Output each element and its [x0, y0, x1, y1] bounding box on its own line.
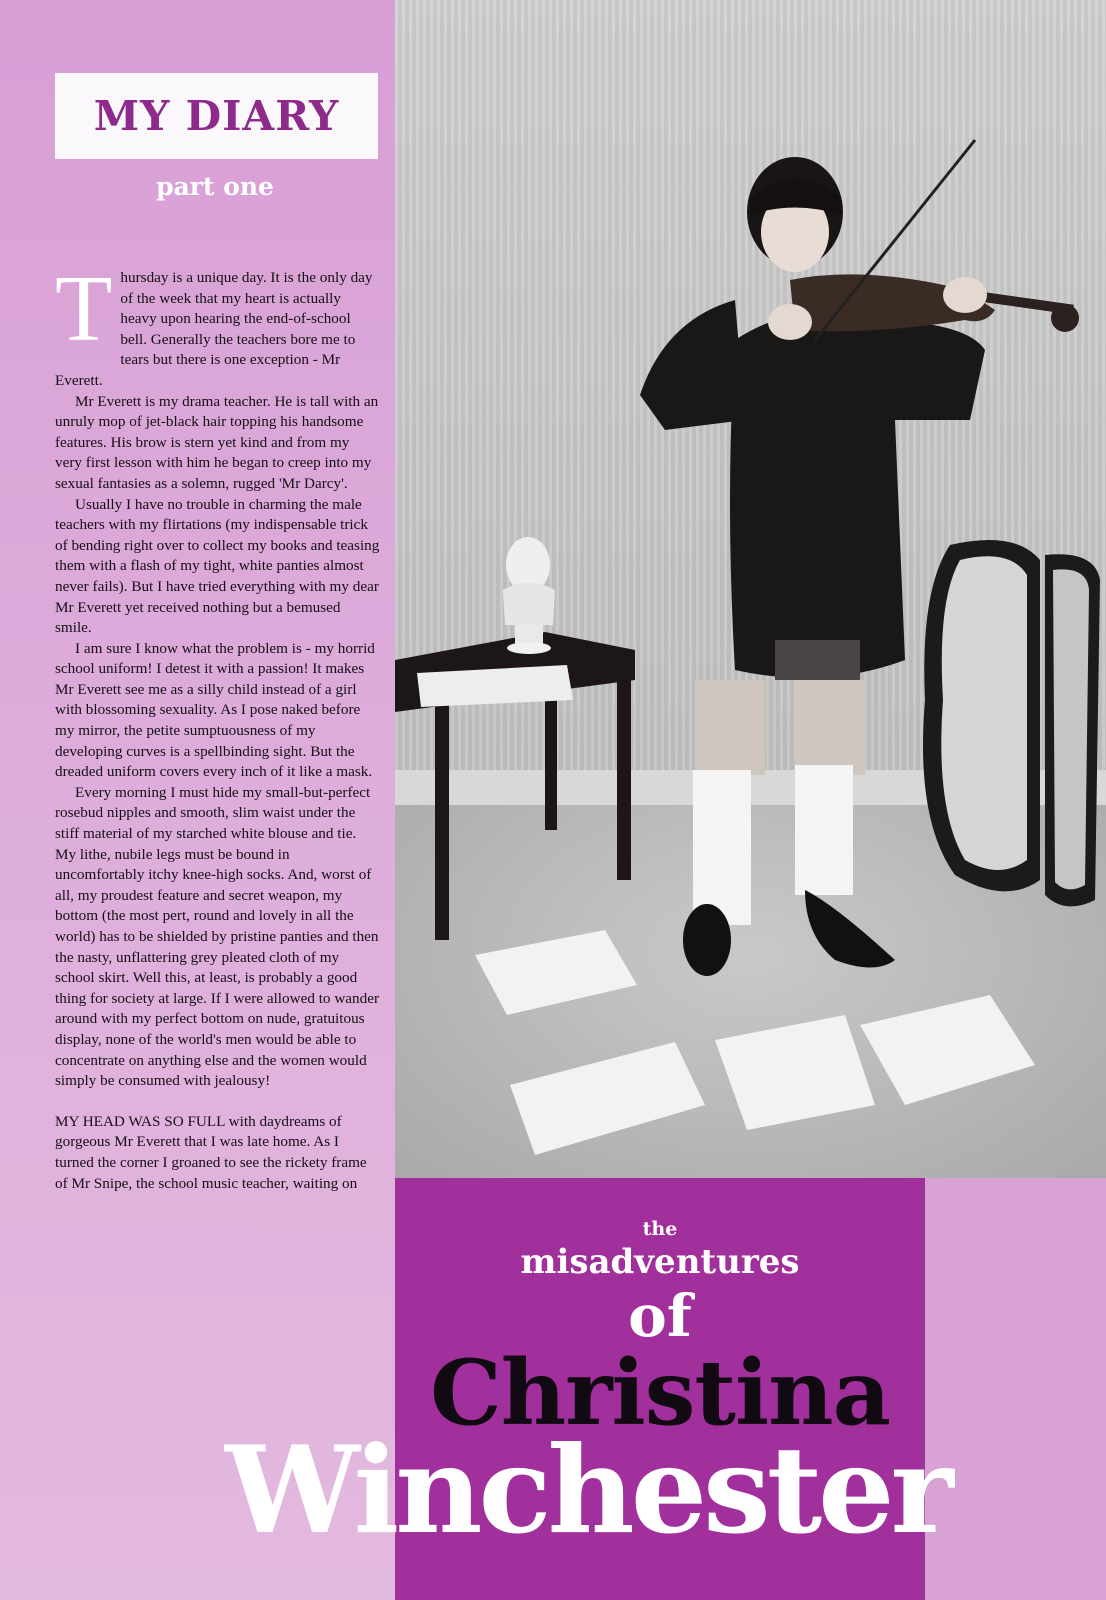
diary-subtitle: part one: [156, 172, 274, 201]
paragraph-text: hursday is a unique day. It is the only day of the week that my heart is actually heavy upon hearing the end-of-school bell. Generally the teachers bore me to tears but there is one exception - Mr Everett.: [55, 269, 373, 389]
side-table: [395, 632, 635, 940]
paragraph: Mr Everett is my drama teacher. He is tall with an unruly mop of jet-black hair topping his handsome features. His brow is stern yet kind and from my very first lesson with him he began to creep into my sexual fantasies as a solemn, rugged 'Mr Darcy'.: [55, 392, 379, 492]
diary-title: MY DIARY: [93, 92, 340, 140]
headline-misadventures: misadventures: [520, 1242, 800, 1282]
paragraph: MY HEAD WAS SO FULL with daydreams of gorgeous Mr Everett that I was late home. As I turned the corner I groaned to see the rickety frame of Mr Snipe, the school music teacher, waiting on: [55, 1112, 367, 1192]
paragraph: I am sure I know what the problem is - my horrid school uniform! I detest it with a passion! It makes Mr Everett see me as a silly child instead of a girl with blossoming sexuality. As I pose naked before my mirror, the petite sumptuousness of my developing curves is a spellbinding sight. But the dreaded uniform covers every inch of it like a mask.: [55, 639, 375, 781]
headline-first-name: Christina: [430, 1340, 890, 1446]
article-body: [55, 257, 380, 1194]
drop-cap: T: [55, 257, 113, 361]
headline-of: of: [628, 1282, 692, 1350]
diary-title-box: [55, 73, 378, 159]
photo-scene: [395, 0, 1106, 1178]
headline-the: the: [642, 1218, 678, 1240]
violin-case: [923, 540, 1100, 906]
paragraph: Usually I have no trouble in charming the male teachers with my flirtations (my indispensable trick of bending right over to collect my books and teasing them with a flash of my tight, white panties almost never fails). But I have tried everything with my dear Mr Everett yet received nothing but a bemused smile.: [55, 495, 380, 637]
paragraph: [55, 257, 380, 392]
paragraph: Every morning I must hide my small-but-perfect rosebud nipples and smooth, slim waist under the stiff material of my starched white blouse and tie. My lithe, nubile legs must be bound in uncomfortably itchy knee-high socks. And, worst of all, my proudest feature and secret weapon, my bottom (the most pert, round and lovely in all the world) has to be shielded by pristine panties and then the nasty, unflattering grey pleated cloth of my school skirt. Well this, at least, is probably a good thing for society at large. If I were allowed to wander around with my perfect bottom on nude, gratuitous display, none of the world's men would be able to concentrate on anything else and the women would simply be consumed with jealousy!: [55, 783, 380, 1090]
headline-last-name: Winchester: [225, 1420, 950, 1561]
sheet-music-pages: [475, 930, 1035, 1155]
photo: [395, 0, 1106, 1178]
